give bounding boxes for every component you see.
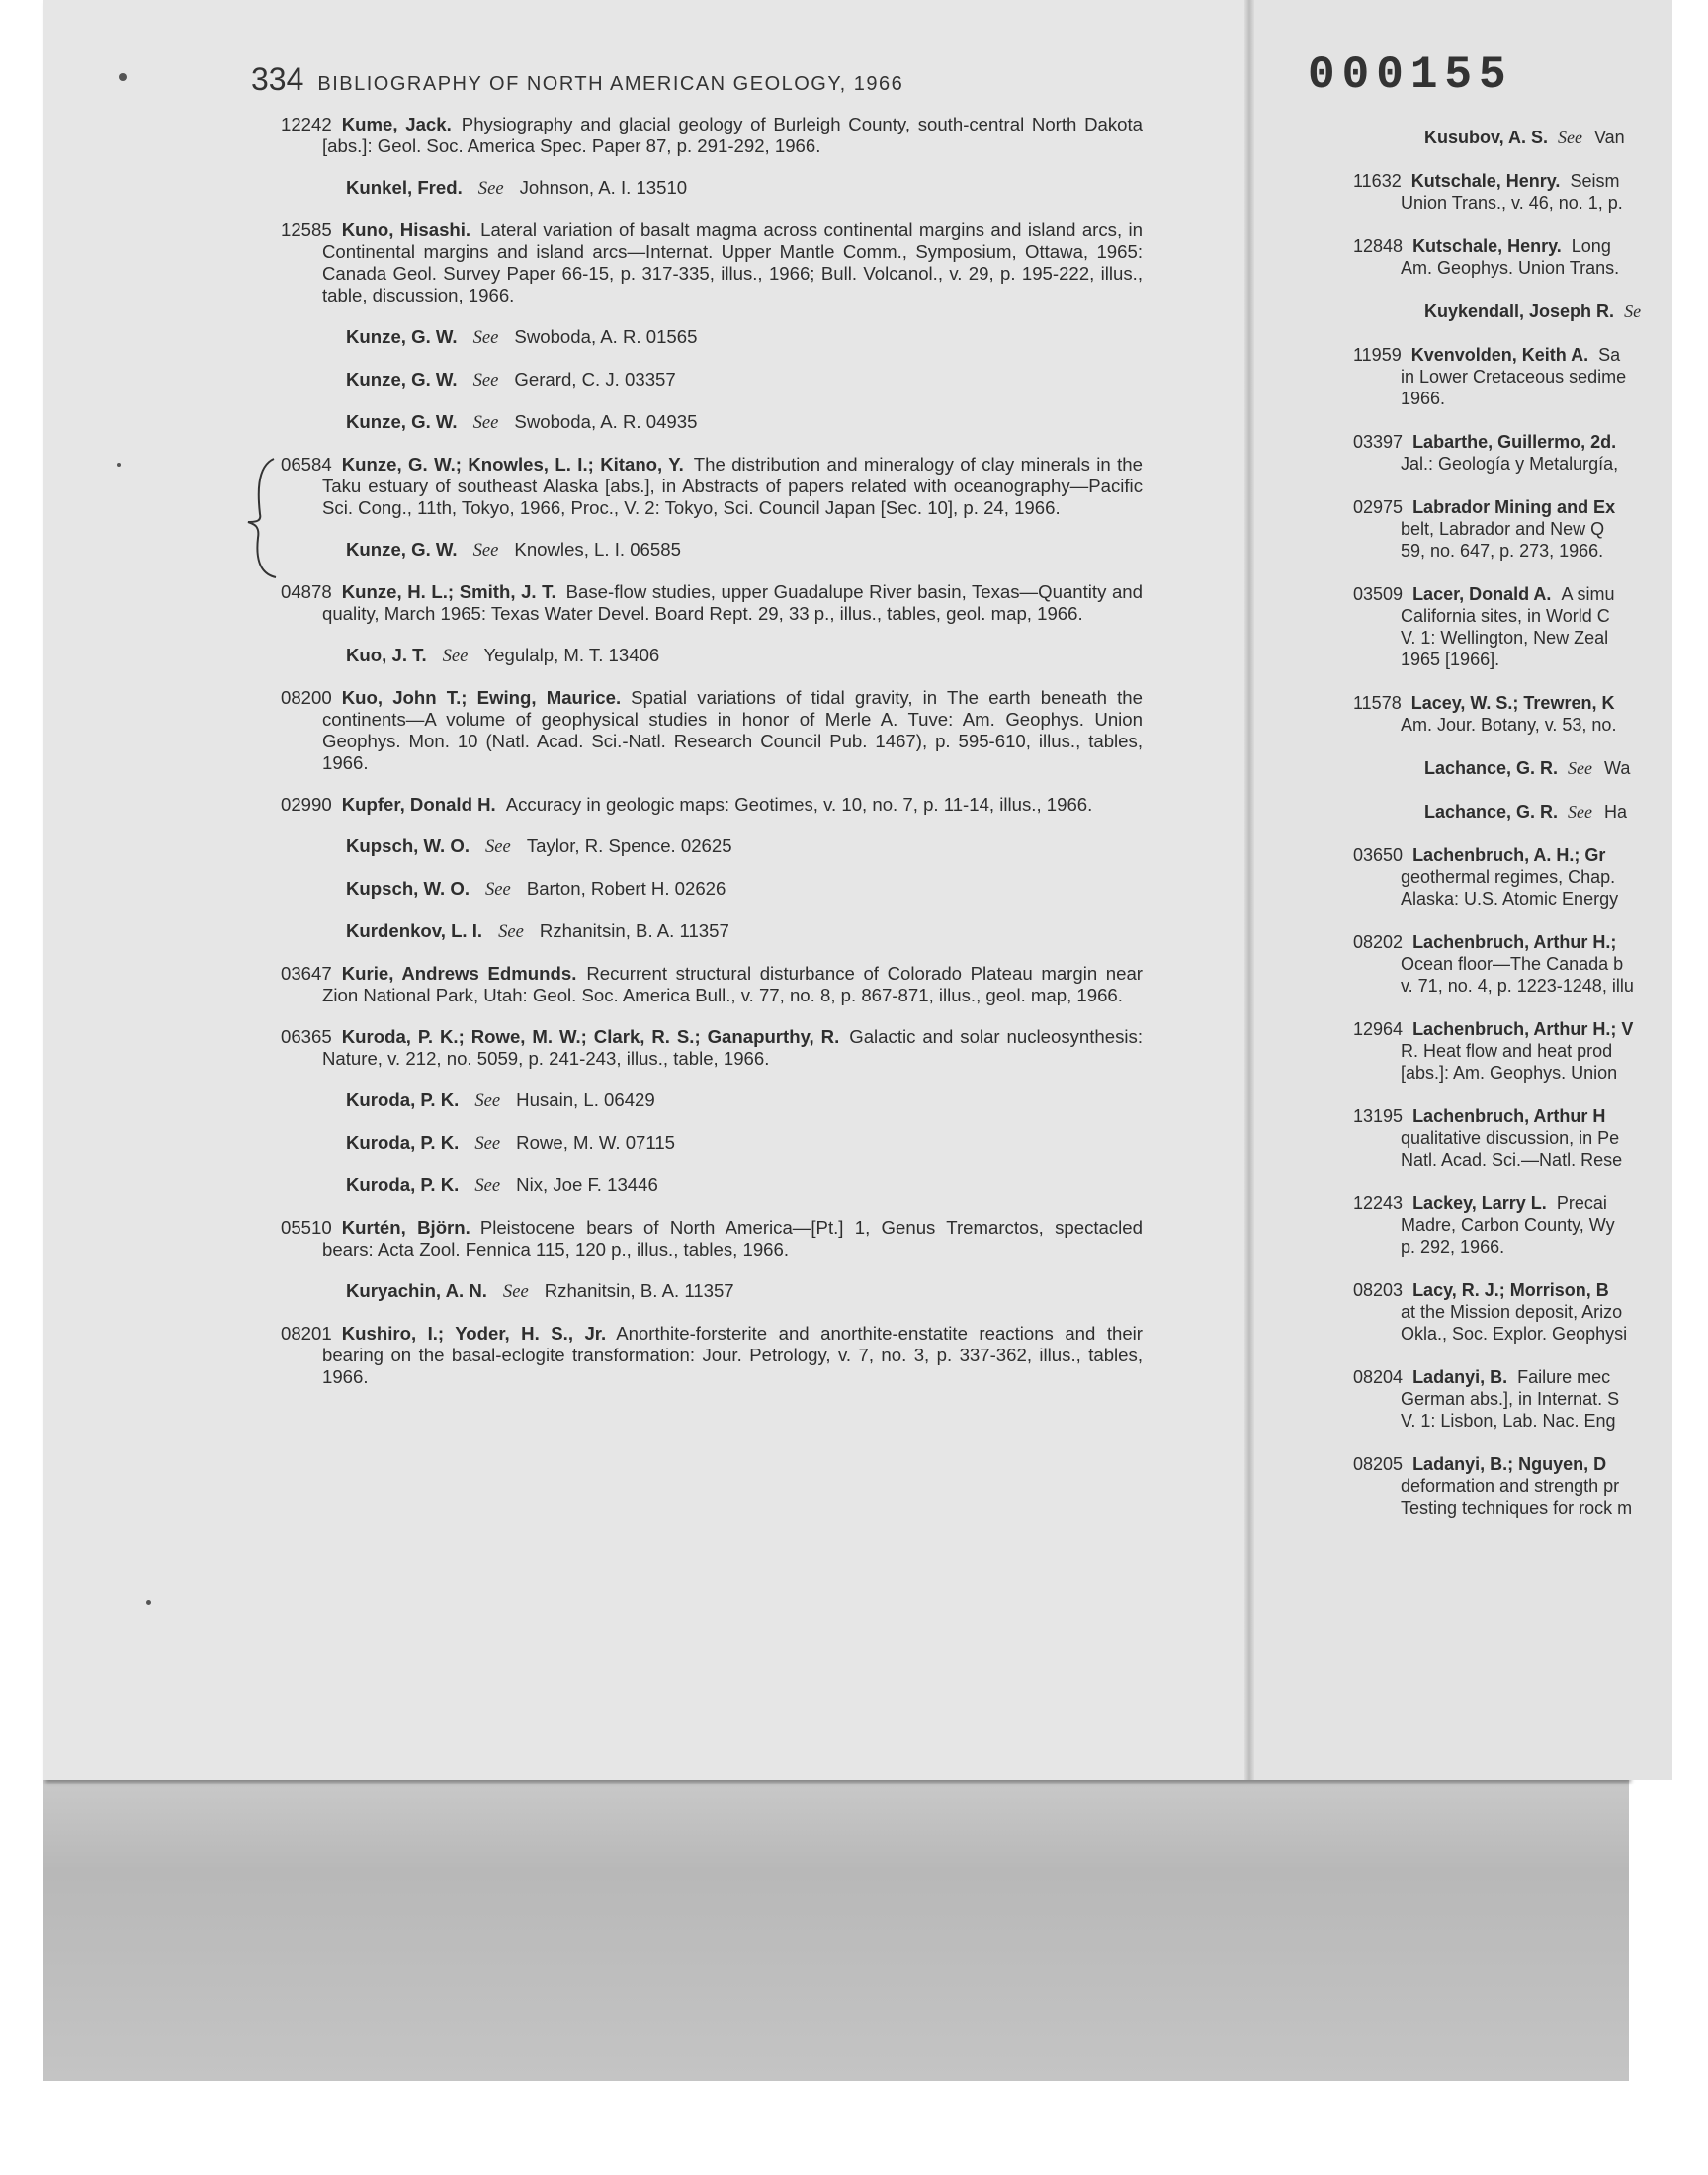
entry-line xyxy=(1353,344,1669,366)
entry-continuation: R. Heat flow and heat prod xyxy=(1401,1041,1613,1061)
xref-author: Lachance, G. R. xyxy=(1424,758,1559,778)
cross-reference xyxy=(281,1280,1143,1303)
entry-continuation: in Lower Cretaceous sedime xyxy=(1401,367,1627,387)
xref-author: Lachance, G. R. xyxy=(1424,802,1559,822)
entry-author: Lachenbruch, Arthur H.; V xyxy=(1412,1019,1634,1039)
entry-line xyxy=(1353,583,1669,605)
entry-id: 11578 xyxy=(1353,693,1402,713)
xref-target: Taylor, R. Spence. 02625 xyxy=(526,835,732,856)
entry-line xyxy=(1353,496,1669,518)
entry-line xyxy=(1353,692,1669,714)
cross-reference xyxy=(1353,757,1669,779)
entry-citation: Pleistocene bears of North America—[Pt.] 1, Genus Tremarctos, spectacled bears: Acta Zool. Fennica 115, 120 p., illus., tables, 1966. xyxy=(322,1217,1143,1260)
xref-author: Kuroda, P. K. xyxy=(346,1089,460,1110)
entry-author: Lachenbruch, Arthur H.; xyxy=(1412,932,1617,952)
entry-citation: Spatial variations of tidal gravity, in The earth beneath the continents—A volume of geophysical studies in honor of Merle A. Tuve: Am. Geophys. Union Geophys. Mon. 10 (Natl. Acad. Sci.-Natl. Research Council Pub. 1467), p. 595-610, illus., tables, 1966. xyxy=(322,687,1143,773)
entry-author: Lacy, R. J.; Morrison, B xyxy=(1412,1280,1609,1300)
bibliography-entry xyxy=(1353,1453,1669,1519)
xref-target: Swoboda, A. R. 04935 xyxy=(514,411,698,432)
bibliography-entry xyxy=(1353,235,1669,279)
cross-reference xyxy=(281,411,1143,434)
bibliography-entry xyxy=(1353,844,1669,910)
entry-continuation: Jal.: Geología y Metalurgía, xyxy=(1401,454,1619,474)
entry-continuation: [abs.]: Am. Geophys. Union xyxy=(1401,1063,1618,1083)
entry-author: Kunze, G. W.; Knowles, L. I.; Kitano, Y. xyxy=(341,454,684,475)
entry-author: Kupfer, Donald H. xyxy=(341,794,496,815)
xref-see: See xyxy=(474,1133,501,1154)
xref-line xyxy=(1353,127,1669,148)
entry-continuation: Madre, Carbon County, Wy xyxy=(1401,1215,1615,1235)
entry-continuation: V. 1: Lisbon, Lab. Nac. Eng xyxy=(1401,1411,1616,1431)
entry-citation: Sa xyxy=(1598,345,1621,365)
cross-reference xyxy=(281,1089,1143,1112)
xref-target: Barton, Robert H. 02626 xyxy=(526,878,726,899)
entry-author: Labrador Mining and Ex xyxy=(1412,497,1616,517)
entry-author: Labarthe, Guillermo, 2d. xyxy=(1412,432,1617,452)
entry-author: Kutschale, Henry. xyxy=(1412,236,1562,256)
bibliography-entries xyxy=(281,114,1143,1408)
xref-author: Kuroda, P. K. xyxy=(346,1132,460,1153)
entry-line xyxy=(1353,1192,1669,1214)
entry-author: Kvenvolden, Keith A. xyxy=(1410,345,1589,365)
entry-id: 08202 xyxy=(1353,932,1404,952)
xref-target: Rowe, M. W. 07115 xyxy=(516,1132,676,1153)
entry-line xyxy=(1353,431,1669,453)
bibliography-entry xyxy=(281,1026,1143,1070)
entry-id: 11959 xyxy=(1353,345,1402,365)
xref-see: See xyxy=(1568,802,1593,822)
page-header xyxy=(251,61,1141,101)
xref-author: Kuryachin, A. N. xyxy=(346,1280,487,1301)
xref-see: See xyxy=(1568,758,1593,778)
xref-see: See xyxy=(472,327,499,348)
entry-author: Kurie, Andrews Edmunds. xyxy=(341,963,577,984)
entry-id: 08204 xyxy=(1353,1367,1404,1387)
bibliography-entry xyxy=(281,1323,1143,1388)
xref-target: Nix, Joe F. 13446 xyxy=(516,1174,658,1195)
scanner-background xyxy=(43,1780,1629,2081)
bibliography-entry xyxy=(1353,344,1669,409)
entry-id: 12585 xyxy=(281,219,332,240)
cross-reference xyxy=(281,326,1143,349)
page-gutter xyxy=(1244,0,1254,1780)
entry-continuation: geothermal regimes, Chap. xyxy=(1401,867,1616,887)
entry-continuation: Ocean floor—The Canada b xyxy=(1401,954,1624,974)
entry-continuation: Testing techniques for rock m xyxy=(1401,1498,1633,1518)
entry-author: Ladanyi, B.; Nguyen, D xyxy=(1412,1454,1607,1474)
entry-id: 08203 xyxy=(1353,1280,1404,1300)
bibliography-entry xyxy=(1353,1366,1669,1432)
bibliography-entry xyxy=(281,963,1143,1006)
entry-continuation: Okla., Soc. Explor. Geophysi xyxy=(1401,1324,1628,1344)
entry-id: 12964 xyxy=(1353,1019,1404,1039)
bibliography-entry xyxy=(281,581,1143,625)
bibliography-entry xyxy=(281,1217,1143,1261)
bibliography-entry xyxy=(1353,931,1669,997)
entry-author: Kurtén, Björn. xyxy=(341,1217,470,1238)
entry-id: 06365 xyxy=(281,1026,332,1047)
entry-continuation: at the Mission deposit, Arizo xyxy=(1401,1302,1623,1322)
right-page xyxy=(1254,0,1672,1780)
cross-reference xyxy=(1353,127,1669,148)
left-page xyxy=(43,0,1244,1780)
entry-citation: Base-flow studies, upper Guadalupe River basin, Texas—Quantity and quality, March 1965: Texas Water Devel. Board Rept. 29, 33 p., illus., tables, geol. map, 1966. xyxy=(322,581,1143,624)
xref-see: See xyxy=(472,540,499,561)
xref-see: See xyxy=(472,412,499,433)
bibliography-entry xyxy=(1353,583,1669,670)
entry-id: 03397 xyxy=(1353,432,1404,452)
entry-id: 12848 xyxy=(1353,236,1404,256)
scanned-sheet xyxy=(43,0,1642,1780)
cross-reference xyxy=(281,1174,1143,1197)
bibliography-entry xyxy=(1353,1105,1669,1171)
xref-author: Kupsch, W. O. xyxy=(346,835,470,856)
entry-line xyxy=(1353,844,1669,866)
entry-author: Kuno, Hisashi. xyxy=(341,219,471,240)
cross-reference xyxy=(1353,801,1669,823)
entry-id: 13195 xyxy=(1353,1106,1404,1126)
entry-line xyxy=(1353,1105,1669,1127)
entry-continuation: V. 1: Wellington, New Zeal xyxy=(1401,628,1609,648)
entry-continuation: 59, no. 647, p. 273, 1966. xyxy=(1401,541,1604,561)
xref-target: Husain, L. 06429 xyxy=(516,1089,655,1110)
bibliography-entry xyxy=(1353,692,1669,736)
xref-target: Yegulalp, M. T. 13406 xyxy=(483,645,660,665)
cross-reference xyxy=(281,177,1143,200)
entry-id: 03647 xyxy=(281,963,332,984)
entry-continuation: p. 292, 1966. xyxy=(1401,1237,1505,1257)
cross-reference xyxy=(281,539,1143,562)
xref-author: Kupsch, W. O. xyxy=(346,878,470,899)
cross-reference xyxy=(281,920,1143,943)
xref-target: Knowles, L. I. 06585 xyxy=(514,539,681,560)
entry-author: Kuo, John T.; Ewing, Maurice. xyxy=(341,687,622,708)
xref-see: See xyxy=(485,879,511,900)
xref-target: Gerard, C. J. 03357 xyxy=(514,369,676,390)
right-page-entries xyxy=(1353,127,1669,1540)
entry-citation: Galactic and solar nucleosynthesis: Nature, v. 212, no. 5059, p. 241-243, illus., table, 1966. xyxy=(322,1026,1143,1069)
entry-line xyxy=(1353,931,1669,953)
entry-author: Lacey, W. S.; Trewren, K xyxy=(1410,693,1615,713)
xref-target: Rzhanitsin, B. A. 11357 xyxy=(544,1280,734,1301)
xref-target: Johnson, A. I. 13510 xyxy=(519,177,688,198)
handwritten-brace-mark xyxy=(246,457,286,579)
entry-citation: Precai xyxy=(1556,1193,1607,1213)
entry-line xyxy=(1353,1279,1669,1301)
cross-reference xyxy=(1353,301,1669,322)
bibliography-entry xyxy=(1353,170,1669,214)
entry-id: 02975 xyxy=(1353,497,1404,517)
xref-target: Ha xyxy=(1604,802,1628,822)
entry-id: 11632 xyxy=(1353,171,1402,191)
entry-line xyxy=(1353,1018,1669,1040)
xref-line xyxy=(1353,801,1669,823)
bibliography-entry xyxy=(1353,496,1669,562)
entry-citation: Recurrent structural disturbance of Colorado Plateau margin near Zion National Park, Utah: Geol. Soc. America Bull., v. 77, no. 8, p. 867-871, illus., geol. map, 1966. xyxy=(322,963,1143,1005)
xref-author: Kuykendall, Joseph R. xyxy=(1424,302,1615,321)
xref-author: Kuo, J. T. xyxy=(346,645,427,665)
xref-line xyxy=(1353,757,1669,779)
entry-citation: Lateral variation of basalt magma across continental margins and island arcs, in Continental margins and island arcs—Internat. Upper Mantle Comm., Symposium, Ottawa, 1965: Canada Geol. Survey Paper 66-15, p. 317-335, illus., 1966; Bull. Volcanol., v. 29, p. 195-222, illus., table, discussion, 1966. xyxy=(322,219,1143,305)
entry-continuation: deformation and strength pr xyxy=(1401,1476,1620,1496)
xref-see: See xyxy=(477,178,504,199)
entry-citation: A simu xyxy=(1561,584,1615,604)
cross-reference xyxy=(281,878,1143,901)
xref-target: Rzhanitsin, B. A. 11357 xyxy=(539,920,729,941)
xref-see: See xyxy=(502,1281,529,1302)
xref-see: See xyxy=(442,646,469,666)
entry-continuation: 1966. xyxy=(1401,389,1446,408)
entry-continuation: qualitative discussion, in Pe xyxy=(1401,1128,1620,1148)
page-number: 334 xyxy=(251,61,304,97)
bibliography-entry xyxy=(1353,1018,1669,1084)
entry-citation: Seism xyxy=(1570,171,1620,191)
running-title: BIBLIOGRAPHY OF NORTH AMERICAN GEOLOGY, 1966 xyxy=(317,73,904,95)
speck xyxy=(119,73,127,81)
entry-citation: Physiography and glacial geology of Burleigh County, south-central North Dakota [abs.]: Geol. Soc. America Spec. Paper 87, p. 291-292, 1966. xyxy=(322,114,1143,156)
entry-id: 06584 xyxy=(281,454,332,475)
xref-target: Van xyxy=(1594,128,1625,147)
entry-line xyxy=(1353,1366,1669,1388)
xref-author: Kunze, G. W. xyxy=(346,539,458,560)
entry-author: Kume, Jack. xyxy=(341,114,452,134)
entry-author: Kushiro, I.; Yoder, H. S., Jr. xyxy=(341,1323,607,1344)
xref-author: Kunze, G. W. xyxy=(346,411,458,432)
entry-id: 08201 xyxy=(281,1323,332,1344)
entry-continuation: German abs.], in Internat. S xyxy=(1401,1389,1620,1409)
bibliography-entry xyxy=(281,794,1143,816)
xref-see: See xyxy=(1558,128,1582,147)
entry-author: Lachenbruch, Arthur H xyxy=(1412,1106,1606,1126)
bibliography-entry xyxy=(281,114,1143,157)
entry-line xyxy=(1353,1453,1669,1475)
xref-author: Kunze, G. W. xyxy=(346,369,458,390)
entry-continuation: Natl. Acad. Sci.—Natl. Rese xyxy=(1401,1150,1623,1170)
xref-line xyxy=(1353,301,1669,322)
cross-reference xyxy=(281,1132,1143,1155)
xref-see: Se xyxy=(1624,302,1642,321)
xref-see: See xyxy=(474,1175,501,1196)
entry-continuation: Alaska: U.S. Atomic Energy xyxy=(1401,889,1619,909)
bibliography-entry xyxy=(1353,1192,1669,1258)
entry-continuation: belt, Labrador and New Q xyxy=(1401,519,1605,539)
entry-author: Lackey, Larry L. xyxy=(1412,1193,1547,1213)
cross-reference xyxy=(281,835,1143,858)
entry-author: Kutschale, Henry. xyxy=(1410,171,1561,191)
xref-author: Kurdenkov, L. I. xyxy=(346,920,483,941)
entry-author: Kuroda, P. K.; Rowe, M. W.; Clark, R. S.; Ganapurthy, R. xyxy=(341,1026,840,1047)
entry-author: Kunze, H. L.; Smith, J. T. xyxy=(341,581,556,602)
stamp-number: 000155 xyxy=(1308,49,1513,101)
bibliography-entry xyxy=(1353,1279,1669,1345)
xref-see: See xyxy=(472,370,499,391)
entry-author: Lachenbruch, A. H.; Gr xyxy=(1412,845,1606,865)
bibliography-entry xyxy=(281,687,1143,774)
entry-author: Lacer, Donald A. xyxy=(1412,584,1552,604)
entry-id: 02990 xyxy=(281,794,332,815)
entry-id: 03650 xyxy=(1353,845,1404,865)
entry-continuation: Am. Geophys. Union Trans. xyxy=(1401,258,1620,278)
entry-id: 05510 xyxy=(281,1217,332,1238)
speck xyxy=(117,463,121,467)
bibliography-entry xyxy=(1353,431,1669,475)
entry-continuation: California sites, in World C xyxy=(1401,606,1610,626)
cross-reference xyxy=(281,645,1143,667)
entry-continuation: Union Trans., v. 46, no. 1, p. xyxy=(1401,193,1623,213)
xref-author: Kunkel, Fred. xyxy=(346,177,463,198)
entry-id: 04878 xyxy=(281,581,332,602)
entry-line xyxy=(1353,235,1669,257)
entry-citation: Failure mec xyxy=(1517,1367,1611,1387)
bibliography-entry xyxy=(281,454,1143,519)
entry-id: 12242 xyxy=(281,114,332,134)
entry-citation: Accuracy in geologic maps: Geotimes, v. 10, no. 7, p. 11-14, illus., 1966. xyxy=(505,794,1093,815)
entry-id: 03509 xyxy=(1353,584,1404,604)
xref-author: Kunze, G. W. xyxy=(346,326,458,347)
entry-continuation: Am. Jour. Botany, v. 53, no. xyxy=(1401,715,1617,735)
bibliography-entry xyxy=(281,219,1143,306)
xref-target: Wa xyxy=(1604,758,1631,778)
entry-id: 12243 xyxy=(1353,1193,1404,1213)
xref-see: See xyxy=(474,1090,501,1111)
entry-author: Ladanyi, B. xyxy=(1412,1367,1508,1387)
cross-reference xyxy=(281,369,1143,392)
xref-author: Kuroda, P. K. xyxy=(346,1174,460,1195)
xref-target: Swoboda, A. R. 01565 xyxy=(514,326,698,347)
xref-see: See xyxy=(498,921,524,942)
speck xyxy=(146,1600,151,1605)
xref-author: Kusubov, A. S. xyxy=(1424,128,1549,147)
entry-citation: The distribution and mineralogy of clay minerals in the Taku estuary of southeast Alaska [abs.], in Abstracts of papers related with oceanography—Pacific Sci. Cong., 11th, Tokyo, 1966, Proc., V. 2: Tokyo, Sci. Council Japan [Sec. 10], p. 24, 1966. xyxy=(322,454,1143,518)
entry-line xyxy=(1353,170,1669,192)
entry-continuation: v. 71, no. 4, p. 1223-1248, illu xyxy=(1401,976,1634,996)
entry-citation: Anorthite-forsterite and anorthite-enstatite reactions and their bearing on the basal-eclogite transformation: Jour. Petrology, v. 7, no. 3, p. 337-362, illus., tables, 1966. xyxy=(322,1323,1143,1387)
entry-id: 08200 xyxy=(281,687,332,708)
entry-continuation: 1965 [1966]. xyxy=(1401,650,1500,669)
entry-citation: Long xyxy=(1571,236,1611,256)
entry-id: 08205 xyxy=(1353,1454,1404,1474)
xref-see: See xyxy=(485,836,511,857)
